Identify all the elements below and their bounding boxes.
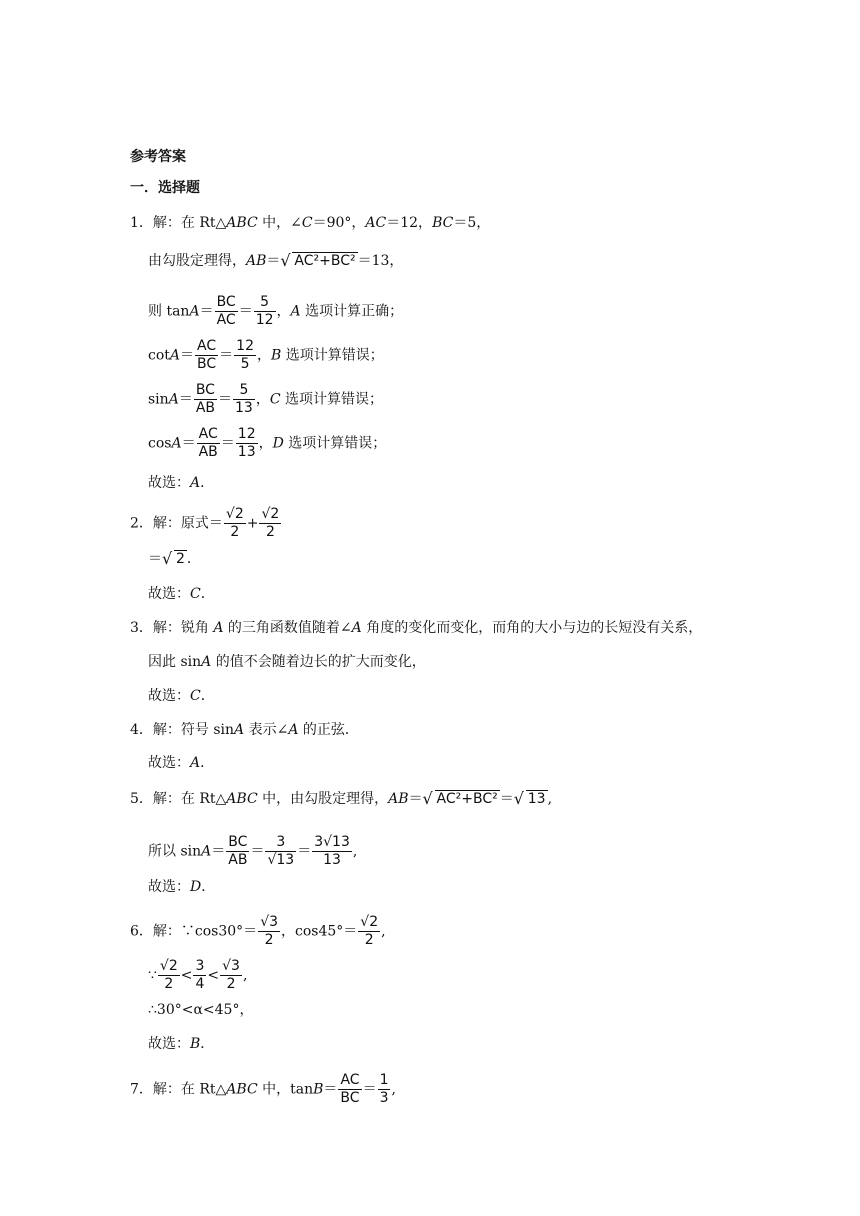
- q6-line1: 6．解：∵cos30°＝ $\frac{√3}{2}$ ，cos45°＝ $\frac{√2}{2}$ ,: [130, 914, 386, 948]
- q5-line1: 5．解：在 Rt△ABC 中，由勾股定理得，AB＝ √ AC²+BC² ＝ √ 13 ,: [130, 789, 553, 808]
- q5-answer: 故选：D．: [148, 879, 216, 895]
- sqrt-expression: √ AC²+BC²: [280, 251, 356, 270]
- fraction: $\frac{AC}{BC}$: [340, 1072, 360, 1106]
- q2-line2: ＝ √ 2 ．: [148, 549, 201, 568]
- q1-cot-line: cotA＝ $\frac{AC}{BC}$ ＝ $\frac{12}{5}$ ，B 选项计算错误；: [148, 338, 384, 372]
- fraction: $\frac{√2}{2}$: [159, 958, 178, 992]
- q2-line1: 2．解：原式＝ $\frac{√2}{2}$ + $\frac{√2}{2}$: [130, 506, 280, 540]
- fraction: $\frac{5}{13}$: [235, 382, 253, 416]
- q7-line1: 7．解：在 Rt△ABC 中，tanB＝ $\frac{AC}{BC}$ ＝ $\frac{1}{3}$ ,: [130, 1072, 396, 1106]
- q4-answer: 故选：A．: [148, 755, 215, 771]
- section-title: 一．选择题: [130, 180, 200, 196]
- fraction: $\frac{BC}{AB}$: [228, 834, 248, 868]
- fraction: $\frac{3√13}{13}$: [314, 834, 350, 868]
- fraction: $\frac{3}{4}$: [195, 958, 205, 992]
- q3-line1: 3．解：锐角 A 的三角函数值随着∠A 角度的变化而变化，而角的大小与边的长短没有关系，: [130, 620, 703, 636]
- fraction: $\frac{√2}{2}$: [225, 506, 244, 540]
- q5-line2: 所以 sinA＝ $\frac{BC}{AB}$ ＝ $\frac{3}{√13}$ ＝ $\frac{3√13}{13}$ ,: [148, 834, 358, 868]
- q1-tan-line: 则 tanA＝ $\frac{BC}{AC}$ ＝ $\frac{5}{12}$ ，A 选项计算正确；: [148, 294, 404, 328]
- q3-line2: 因此 sinA 的值不会随着边长的扩大而变化，: [148, 654, 426, 670]
- q1-line1: 1．解：在 Rt△ABC 中，∠C＝90°，AC＝12，BC＝5，: [130, 215, 491, 231]
- sqrt-expression: √ 2: [162, 549, 185, 568]
- fraction: $\frac{√2}{2}$: [261, 506, 280, 540]
- fraction: $\frac{5}{12}$: [255, 294, 274, 328]
- fraction: $\frac{√3}{2}$: [222, 958, 240, 992]
- q2-answer: 故选：C．: [148, 586, 215, 602]
- page-heading: 参考答案: [130, 149, 186, 165]
- q4-line1: 4．解：符号 sinA 表示∠A 的正弦．: [130, 722, 359, 738]
- q6-line2: ∵ $\frac{√2}{2}$ < $\frac{3}{4}$ < $\frac{√3}{2}$ ,: [148, 958, 248, 992]
- fraction: $\frac{12}{5}$: [236, 338, 254, 372]
- fraction: $\frac{BC}{AB}$: [195, 382, 215, 416]
- sqrt-expression: √ AC²+BC²: [422, 789, 498, 808]
- fraction: $\frac{√3}{2}$: [260, 914, 279, 948]
- q1-answer: 故选：A．: [148, 475, 215, 491]
- q6-answer: 故选：B．: [148, 1036, 215, 1052]
- q1-cos-line: cosA＝ $\frac{AC}{AB}$ ＝ $\frac{12}{13}$ ，D 选项计算错误；: [148, 426, 387, 460]
- sqrt-expression: √ 13: [513, 789, 546, 808]
- q3-answer: 故选：C．: [148, 688, 215, 704]
- q1-sin-line: sinA＝ $\frac{BC}{AB}$ ＝ $\frac{5}{13}$ ，C 选项计算错误；: [148, 382, 383, 416]
- fraction: $\frac{BC}{AC}$: [216, 294, 236, 328]
- q6-line3: ∴30°<α<45°，: [148, 1002, 254, 1018]
- fraction: $\frac{AC}{AB}$: [198, 426, 218, 460]
- fraction: $\frac{12}{13}$: [237, 426, 256, 460]
- fraction: $\frac{AC}{BC}$: [197, 338, 217, 372]
- fraction: $\frac{3}{√13}$: [267, 834, 295, 868]
- fraction: $\frac{1}{3}$: [379, 1072, 389, 1106]
- fraction: $\frac{√2}{2}$: [360, 914, 379, 948]
- q1-line2: 由勾股定理得，AB＝ √ AC²+BC² ＝13，: [148, 251, 404, 270]
